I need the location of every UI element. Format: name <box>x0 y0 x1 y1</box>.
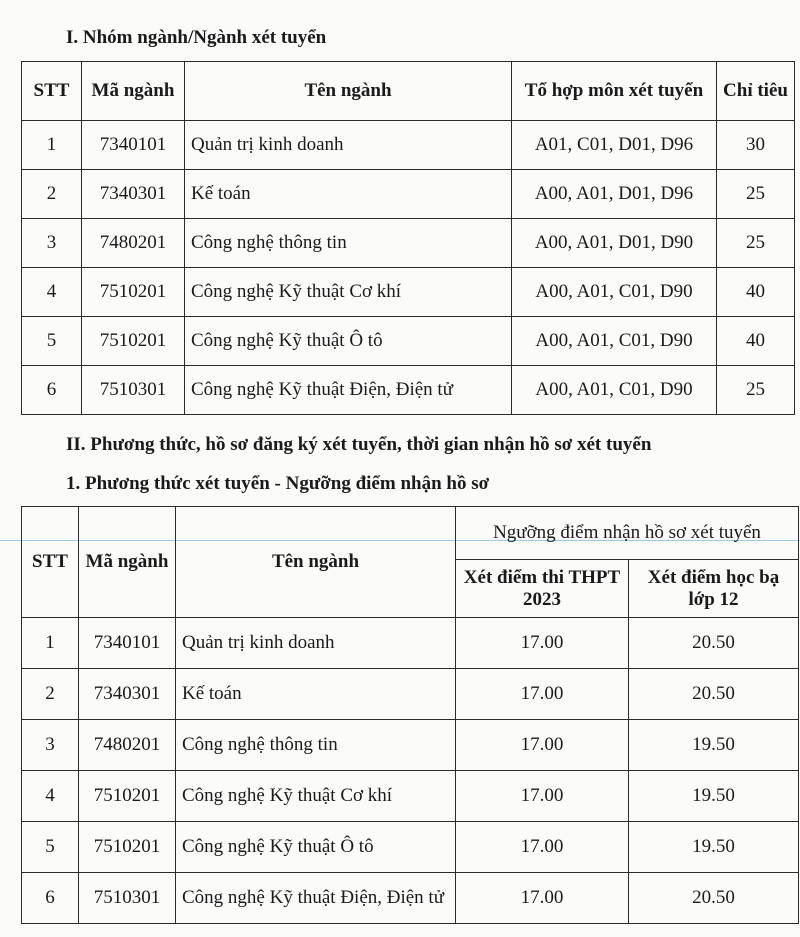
row-code: 7480201 <box>79 720 176 771</box>
row-exam: 17.00 <box>456 669 629 720</box>
table-row <box>22 618 799 669</box>
row-exam: 17.00 <box>456 618 629 669</box>
col-code: Mã ngành <box>82 62 185 121</box>
row-exam: 17.00 <box>456 720 629 771</box>
row-code: 7340301 <box>79 669 176 720</box>
row-transcript: 20.50 <box>629 873 799 924</box>
row-quota: 40 <box>717 268 795 317</box>
table-row <box>22 771 799 822</box>
row-stt: 5 <box>22 317 82 366</box>
row-combo: A00, A01, D01, D90 <box>512 219 717 268</box>
threshold-table-header <box>22 507 799 560</box>
table-row <box>22 822 799 873</box>
col-name: Tên ngành <box>176 507 456 618</box>
row-quota: 25 <box>717 219 795 268</box>
row-combo: A00, A01, C01, D90 <box>512 317 717 366</box>
col-name: Tên ngành <box>185 62 512 121</box>
row-code: 7480201 <box>82 219 185 268</box>
table-row <box>22 219 795 268</box>
col-quota: Chỉ tiêu <box>717 62 795 121</box>
col-transcript: Xét điểm học bạ lớp 12 <box>629 560 799 618</box>
row-stt: 1 <box>22 618 79 669</box>
row-code: 7510201 <box>79 822 176 873</box>
row-name: Công nghệ Kỹ thuật Điện, Điện tử <box>185 366 512 415</box>
row-stt: 2 <box>22 669 79 720</box>
row-name: Công nghệ Kỹ thuật Cơ khí <box>176 771 456 822</box>
row-exam: 17.00 <box>456 822 629 873</box>
row-code: 7340101 <box>79 618 176 669</box>
row-combo: A00, A01, C01, D90 <box>512 366 717 415</box>
row-quota: 25 <box>717 366 795 415</box>
row-stt: 4 <box>22 268 82 317</box>
row-name: Công nghệ Kỹ thuật Cơ khí <box>185 268 512 317</box>
threshold-table <box>21 506 799 924</box>
row-combo: A00, A01, C01, D90 <box>512 268 717 317</box>
row-stt: 6 <box>22 366 82 415</box>
section2-subheading: 1. Phương thức xét tuyển - Ngưỡng điểm nhận hồ sơ <box>66 473 490 494</box>
table-row <box>22 366 795 415</box>
col-stt: STT <box>22 507 79 618</box>
col-combo: Tổ hợp môn xét tuyển <box>512 62 717 121</box>
section2-heading: II. Phương thức, hồ sơ đăng ký xét tuyển, thời gian nhận hồ sơ xét tuyển <box>66 434 652 455</box>
table-row <box>22 121 795 170</box>
table-row <box>22 669 799 720</box>
col-stt: STT <box>22 62 82 121</box>
row-code: 7510201 <box>82 317 185 366</box>
row-name: Công nghệ thông tin <box>185 219 512 268</box>
table-row <box>22 268 795 317</box>
row-name: Công nghệ Kỹ thuật Ô tô <box>176 822 456 873</box>
row-name: Quản trị kinh doanh <box>176 618 456 669</box>
row-stt: 3 <box>22 219 82 268</box>
row-exam: 17.00 <box>456 771 629 822</box>
row-name: Kế toán <box>185 170 512 219</box>
row-name: Công nghệ Kỹ thuật Điện, Điện tử <box>176 873 456 924</box>
row-transcript: 19.50 <box>629 720 799 771</box>
majors-table <box>21 61 795 415</box>
row-name: Kế toán <box>176 669 456 720</box>
row-stt: 6 <box>22 873 79 924</box>
row-exam: 17.00 <box>456 873 629 924</box>
row-name: Công nghệ thông tin <box>176 720 456 771</box>
row-transcript: 19.50 <box>629 822 799 873</box>
row-code: 7510301 <box>79 873 176 924</box>
row-stt: 1 <box>22 121 82 170</box>
table-row <box>22 317 795 366</box>
row-transcript: 19.50 <box>629 771 799 822</box>
row-stt: 5 <box>22 822 79 873</box>
row-transcript: 20.50 <box>629 669 799 720</box>
row-quota: 30 <box>717 121 795 170</box>
section1-heading: I. Nhóm ngành/Ngành xét tuyển <box>66 27 327 48</box>
majors-table-header <box>22 62 795 121</box>
row-code: 7340101 <box>82 121 185 170</box>
row-combo: A00, A01, D01, D96 <box>512 170 717 219</box>
row-code: 7510201 <box>82 268 185 317</box>
row-transcript: 20.50 <box>629 618 799 669</box>
col-exam: Xét điểm thi THPT 2023 <box>456 560 629 618</box>
row-quota: 40 <box>717 317 795 366</box>
table-row <box>22 170 795 219</box>
row-quota: 25 <box>717 170 795 219</box>
table-row <box>22 873 799 924</box>
row-stt: 4 <box>22 771 79 822</box>
row-combo: A01, C01, D01, D96 <box>512 121 717 170</box>
row-stt: 3 <box>22 720 79 771</box>
row-code: 7340301 <box>82 170 185 219</box>
row-code: 7510201 <box>79 771 176 822</box>
col-code: Mã ngành <box>79 507 176 618</box>
row-name: Công nghệ Kỹ thuật Ô tô <box>185 317 512 366</box>
row-code: 7510301 <box>82 366 185 415</box>
col-threshold-group: Ngưỡng điểm nhận hồ sơ xét tuyển <box>456 507 799 560</box>
row-name: Quản trị kinh doanh <box>185 121 512 170</box>
table-row <box>22 720 799 771</box>
row-stt: 2 <box>22 170 82 219</box>
